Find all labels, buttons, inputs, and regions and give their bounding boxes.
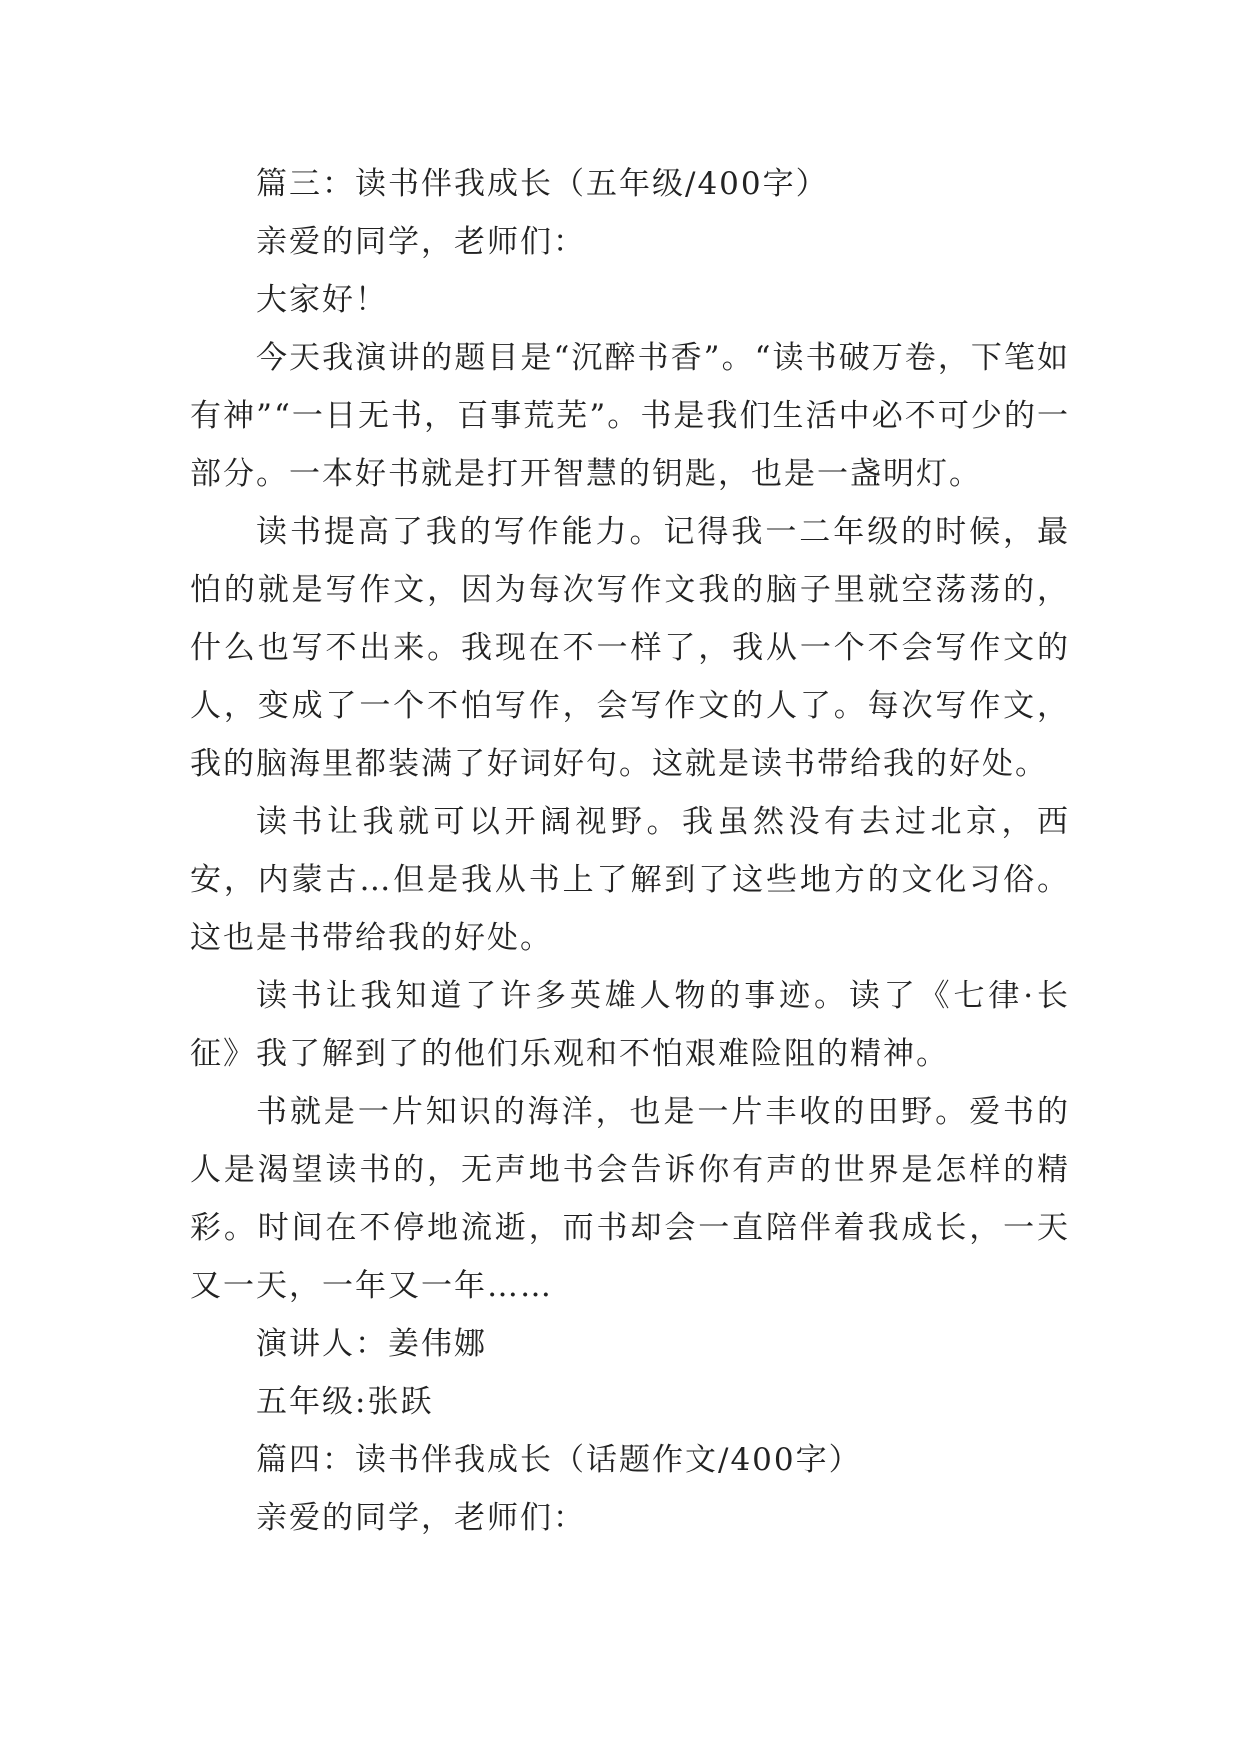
essay-title: 篇四：读书伴我成长（话题作文/400字） xyxy=(256,1442,862,1478)
greeting: 大家好！ xyxy=(256,282,388,318)
speaker-line: 演讲人：姜伟娜 xyxy=(256,1326,487,1362)
body-paragraph: 今天我演讲的题目是“沉醉书香”。“读书破万卷，下笔如有神”“一日无书，百事荒芜”。书是我们生活中必不可少的一部分。一本好书就是打开智慧的钥匙，也是一盏明灯。 xyxy=(190,340,1070,492)
salutation: 亲爱的同学，老师们： xyxy=(256,1500,586,1536)
body-paragraph: 书就是一片知识的海洋，也是一片丰收的田野。爱书的人是渴望读书的，无声地书会告诉你有声的世界是怎样的精彩。时间在不停地流逝，而书却会一直陪伴着我成长，一天又一天，一年又一年…… xyxy=(190,1094,1070,1304)
essay-title: 篇三：读书伴我成长（五年级/400字） xyxy=(256,166,829,202)
grade-line: 五年级:张跃 xyxy=(256,1384,434,1420)
body-paragraph: 读书让我就可以开阔视野。我虽然没有去过北京，西安，内蒙古…但是我从书上了解到了这些地方的文化习俗。这也是书带给我的好处。 xyxy=(190,804,1070,956)
body-paragraph: 读书提高了我的写作能力。记得我一二年级的时候，最怕的就是写作文，因为每次写作文我的脑子里就空荡荡的，什么也写不出来。我现在不一样了，我从一个不会写作文的人，变成了一个不怕写作，会写作文的人了。每次写作文，我的脑海里都装满了好词好句。这就是读书带给我的好处。 xyxy=(190,514,1070,782)
document-body xyxy=(190,155,1070,1547)
body-paragraph: 读书让我知道了许多英雄人物的事迹。读了《七律·长征》我了解到了的他们乐观和不怕艰难险阻的精神。 xyxy=(190,978,1070,1072)
salutation: 亲爱的同学，老师们： xyxy=(256,224,586,260)
